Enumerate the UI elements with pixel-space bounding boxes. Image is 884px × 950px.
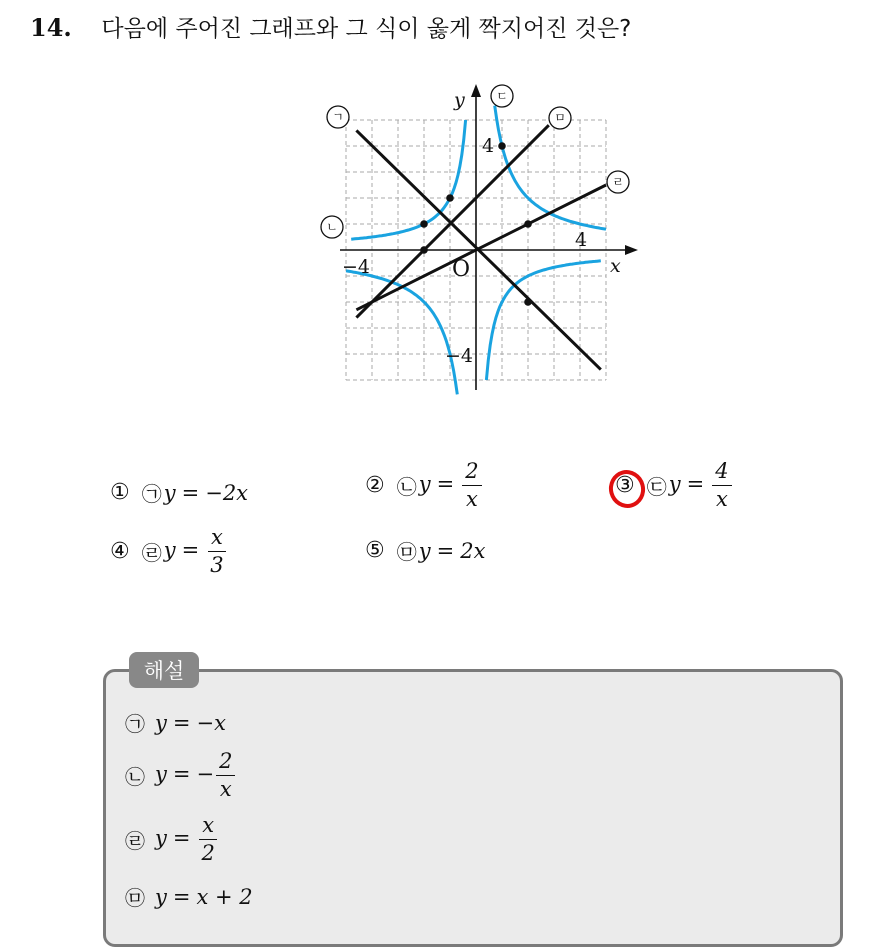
solution-equation	[155, 711, 226, 735]
choice-graph-label: ㉡	[396, 475, 417, 500]
equation-lhs: y	[163, 480, 176, 505]
graph-point	[420, 246, 428, 254]
choice-graph-label: ㉣	[141, 541, 162, 566]
denominator: 2	[201, 841, 215, 866]
graph-point	[524, 220, 532, 228]
choice-5[interactable]	[365, 536, 485, 565]
origin-label: O	[452, 257, 471, 282]
graph-point	[446, 194, 454, 202]
equation-equals: =	[181, 480, 200, 505]
numerator: x	[208, 526, 226, 552]
numerator: x	[199, 814, 217, 840]
equation-rhs: 2x	[460, 538, 486, 563]
choice-equation	[164, 526, 227, 577]
choice-1[interactable]	[110, 478, 248, 507]
tick-label-x-neg: −4	[342, 256, 371, 278]
label-c: ㄷ	[496, 89, 508, 103]
y-axis-label: y	[454, 89, 465, 111]
equation-sign: −	[196, 762, 215, 787]
curve-c-branch-q3	[346, 271, 457, 395]
question-header	[30, 10, 631, 43]
equation-rhs: −x	[196, 710, 226, 735]
solution-graph-label: ㉡	[125, 765, 145, 790]
solution-line-1	[125, 708, 226, 737]
choice-graph-label: ㉠	[141, 482, 162, 506]
choice-equation	[164, 481, 248, 505]
solution-graph-label: ㉣	[125, 829, 145, 854]
solution-graph-label: ㉤	[125, 886, 145, 910]
equation-rhs: −2x	[205, 480, 249, 505]
question-number: 14.	[30, 13, 72, 42]
choice-number: ④	[110, 539, 130, 565]
equation-lhs: y	[155, 710, 167, 735]
x-axis-label: x	[610, 255, 621, 277]
linear-graphs	[356, 125, 606, 369]
solution-equation	[155, 814, 218, 865]
denominator: x	[715, 487, 728, 512]
denominator: x	[219, 777, 232, 802]
tick-label-y-neg: −4	[445, 345, 474, 367]
equation-equals: =	[172, 762, 191, 787]
choice-graph-label: ㉤	[396, 540, 417, 564]
solution-equation	[155, 885, 253, 909]
fraction	[198, 814, 217, 865]
choice-equation	[419, 539, 486, 563]
equation-lhs: y	[163, 538, 176, 563]
numerator: 2	[216, 750, 235, 776]
equation-lhs: y	[155, 826, 167, 851]
equation-equals: =	[686, 472, 705, 497]
choice-equation	[669, 460, 732, 511]
equation-equals: =	[172, 884, 191, 909]
choice-number: ⑤	[365, 538, 385, 563]
denominator: x	[465, 487, 478, 512]
label-b: ㄴ	[326, 220, 338, 234]
equation-lhs: y	[155, 884, 167, 909]
fraction	[712, 460, 731, 511]
label-e: ㅁ	[554, 111, 566, 125]
choice-number: ①	[110, 480, 130, 505]
choice-2[interactable]	[365, 460, 482, 511]
solution-line-3	[125, 814, 218, 865]
solution-graph-label: ㉠	[125, 712, 145, 736]
solution-equation	[155, 750, 235, 801]
graph-point	[420, 220, 428, 228]
label-d: ㄹ	[612, 175, 624, 189]
label-a: ㄱ	[332, 110, 344, 124]
curve-b-branch-q4	[486, 261, 600, 380]
equation-lhs: y	[418, 538, 431, 563]
choice-4[interactable]	[110, 526, 227, 577]
solution-line-4	[125, 882, 253, 911]
numerator: 2	[462, 460, 481, 486]
equation-equals: =	[172, 826, 191, 851]
equation-lhs: y	[418, 472, 431, 497]
denominator: 3	[210, 553, 224, 578]
solution-tab: 해설	[129, 652, 199, 688]
equation-equals: =	[436, 472, 455, 497]
equation-rhs: x + 2	[196, 884, 253, 909]
fraction	[216, 750, 235, 801]
equation-lhs: y	[668, 472, 681, 497]
equation-equals: =	[181, 538, 200, 563]
equation-equals: =	[172, 710, 191, 735]
choice-number: ③	[615, 473, 635, 499]
tick-label-x-pos: 4	[575, 229, 588, 251]
choice-graph-label: ㉢	[646, 475, 667, 500]
solution-line-2	[125, 750, 235, 801]
numerator: 4	[712, 460, 731, 486]
coordinate-graph	[320, 80, 640, 400]
choice-equation	[419, 460, 482, 511]
equation-equals: =	[436, 538, 455, 563]
y-axis-arrow-icon	[471, 84, 481, 97]
question-text: 다음에 주어진 그래프와 그 식이 옳게 짝지어진 것은?	[101, 16, 632, 42]
fraction	[462, 460, 481, 511]
fraction	[207, 526, 226, 577]
x-axis-arrow-icon	[625, 245, 638, 255]
graph-point	[498, 142, 506, 150]
equation-lhs: y	[155, 762, 167, 787]
choice-number: ②	[365, 473, 385, 499]
tick-label-y-pos: 4	[482, 135, 495, 157]
graph-point	[524, 298, 532, 306]
line-d-graph	[356, 185, 606, 310]
